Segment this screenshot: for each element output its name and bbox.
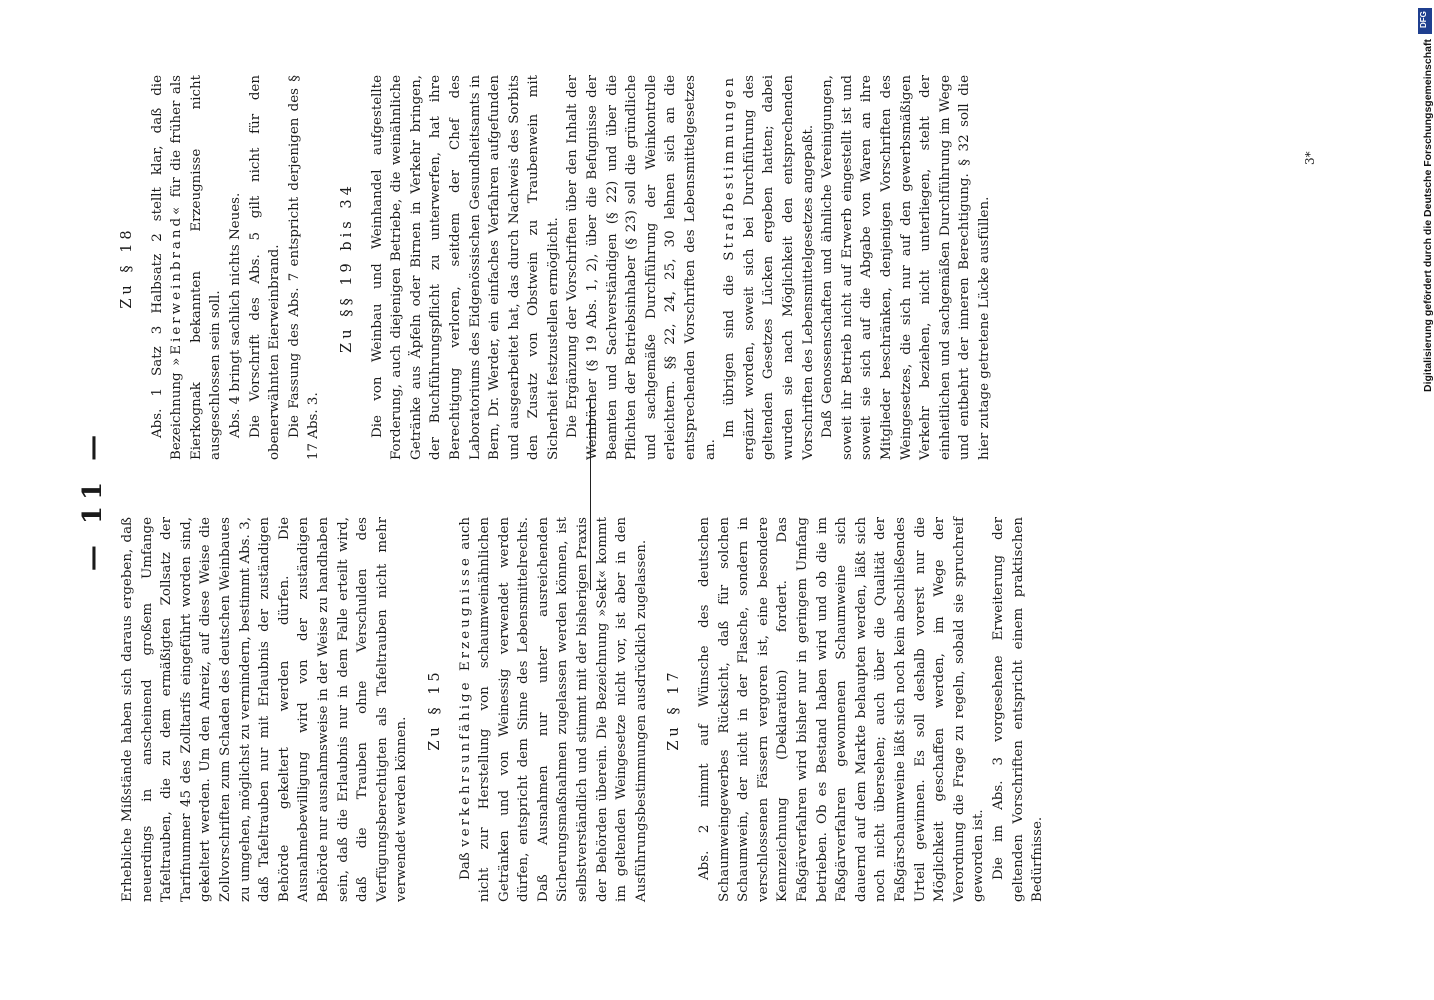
signature-mark: 3* [1303, 151, 1317, 165]
section-heading-19-34: Zu §§ 19 bis 34 [338, 182, 355, 353]
text-run: Daß [457, 846, 473, 880]
section-heading-18: Zu § 18 [119, 226, 135, 309]
paragraph [456, 517, 652, 902]
paragraph: Erhebliche Mißstände haben sich daraus ergeben, daß neuerdings in anscheinend großem Umfange Tafeltrauben, die zu dem ermäßigten Zollsatz der Tarifnummer 45 des Zolltarifs eingeführt worden sind, gekeltert werden. Um den Anreiz, auf diese Weise die Zollvorschriften zum Schaden des deutschen Weinbaues zu umgehen, möglichst zu vermindern, bestimmt Abs. 3, daß Tafeltrauben nur mit Erlaubnis der zuständigen Behörde gekeltert werden dürfen. Die Ausnahmebewilligung wird von der zuständigen Behörde nur ausnahmsweise in der Weise zu handhaben sein, daß die Erlaubnis nur in dem Falle erteilt wird, daß die Trauben ohne Verschulden des Verfügungsberechtigten als Tafeltrauben nicht mehr verwendet werden können. [120, 517, 410, 902]
spaced-term: Strafbestimmungen [722, 75, 738, 261]
text-run: ergänzt worden, soweit sich bei Durchführung des geltenden Gesetzes Lücken ergeben hatten; dabei wurden sie nach Möglichkeit den entsprechenden Vorschriften des Lebensmittelgesetzes angepaßt. [741, 75, 816, 460]
spaced-term: verkehrsunfähige Erzeugnisse [457, 555, 473, 847]
digitization-credit: Digitalisierung gefördert durch die Deutsche Forschungsgemeinschaft [1422, 39, 1434, 392]
paragraph: Die von Weinbau und Weinhandel aufgestellte Forderung, auch diejenigen Betriebe, die weinähnliche Getränke aus Äpfeln oder Birnen in Verkehr bringen, der Buchführungspflicht zu unterwerfen, hat ihre Berechtigung verloren, seitdem der Chef des Laboratoriums des Eidgenössischen Gesundheitsamts in Bern, Dr. Werder, ein einfaches Verfahren aufgefunden und ausgearbeitet hat, das durch Nachweis des Sorbits den Zusatz von Obstwein zu Traubenwein mit Sicherheit festzustellen ermöglicht. [369, 75, 561, 460]
column-end-rule [590, 400, 591, 590]
paragraph [720, 75, 818, 460]
paragraph: Die Ergänzung der Vorschriften über den Inhalt der Weinbücher (§ 19 Abs. 1, 2), über die Befugnisse der Beamten und Sachverständigen (§ 22) und über die Pflichten der Betriebsinhaber (§ 23) soll die gründliche und sachgemäße Durchführung der Weinkontrolle erleichtern. §§ 22, 24, 25, 30 lehnen sich an die entsprechenden Vorschriften des Lebensmittelgesetzes an. [565, 75, 718, 460]
left-column [118, 517, 1048, 902]
paragraph: Die Fassung des Abs. 7 entspricht derjenigen des § 17 Abs. 3. [286, 75, 322, 460]
paragraph: Die Vorschrift des Abs. 5 gilt nicht für den obenerwähnten Eierweinbrand. [247, 75, 283, 460]
spaced-term: »Eierweinbrand« [169, 203, 185, 366]
paragraph [148, 75, 226, 460]
text-run: für die früher als Eierkognak bekannten Erzeugnisse nicht ausgeschlossen sein soll. [169, 74, 224, 460]
page-number: — 11 — [78, 428, 108, 572]
text-run: auch nicht zur Herstellung von schaumweinähnlichen Getränken und von Weinessig verwendet werden dürfen, entspricht dem Sinne des Lebensmittelrechts. Daß Ausnahmen nur unter ausreichenden Sicherungsmaßnahmen zugelassen werden können, ist selbstverständlich und stimmt mit der bisherigen Praxis der Behörden überein. Die Bezeichnung »Sekt« kommt im geltenden Weingesetze nicht vor, ist aber in den Ausführungsbestimmungen ausdrücklich zugelassen. [457, 517, 649, 902]
section-heading-17: Zu § 17 [666, 668, 683, 751]
paragraph: Abs. 2 nimmt auf Wünsche des deutschen Schaumweingewerbes Rücksicht, daß für solchen Schaumwein, der nicht in der Flasche, sondern in verschlossenen Fässern vergoren ist, eine besondere Kennzeichnung (Deklaration) fordert. Das Faßgärverfahren wird bisher nur in geringem Umfang betrieben. Ob es Bestand haben wird und ob die im Faßgärverfahren gewonnenen Schaumweine sich dauernd auf dem Markte behaupten werden, läßt sich noch nicht übersehen; auch über die Qualität der Faßgärschaumweine läßt sich noch kein abschließendes Urteil gewinnen. Es soll deshalb vorerst nur die Möglichkeit geschaffen werden, im Wege der Verordnung die Frage zu regeln, sobald sie spruchreif geworden ist. [697, 517, 987, 902]
text-run: Im übrigen sind die [722, 260, 738, 438]
dfg-logo-icon [1418, 8, 1432, 34]
section-heading-15: Zu § 15 [426, 668, 443, 751]
paragraph: Daß Genossenschaften und ähnliche Vereinigungen, soweit ihr Betrieb nicht auf Erwerb eingestellt ist und soweit sie sich auf die Abgabe von Waren an ihre Mitglieder beschränken, denjenigen Vorschriften des Weingesetzes, die sich nur auf den gewerbsmäßigen Verkehr beziehen, nicht unterliegen, steht der einheitlichen und sachgemäßen Durchführung im Wege und entbehrt der inneren Berechtigung. § 32 soll die hier zutage getretene Lücke ausfüllen. [820, 75, 992, 460]
paragraph: Die im Abs. 3 vorgesehene Erweiterung der geltenden Vorschriften entspricht einem praktischen Bedürfnisse. [990, 517, 1046, 902]
paragraph: Abs. 4 bringt sachlich nichts Neues. [227, 192, 243, 438]
logo-text: DFG [1419, 11, 1428, 28]
text-run: Abs. 1 Satz 3 Halbsatz 2 stellt klar, daß die Bezeichnung [149, 75, 185, 460]
right-column [118, 75, 995, 460]
